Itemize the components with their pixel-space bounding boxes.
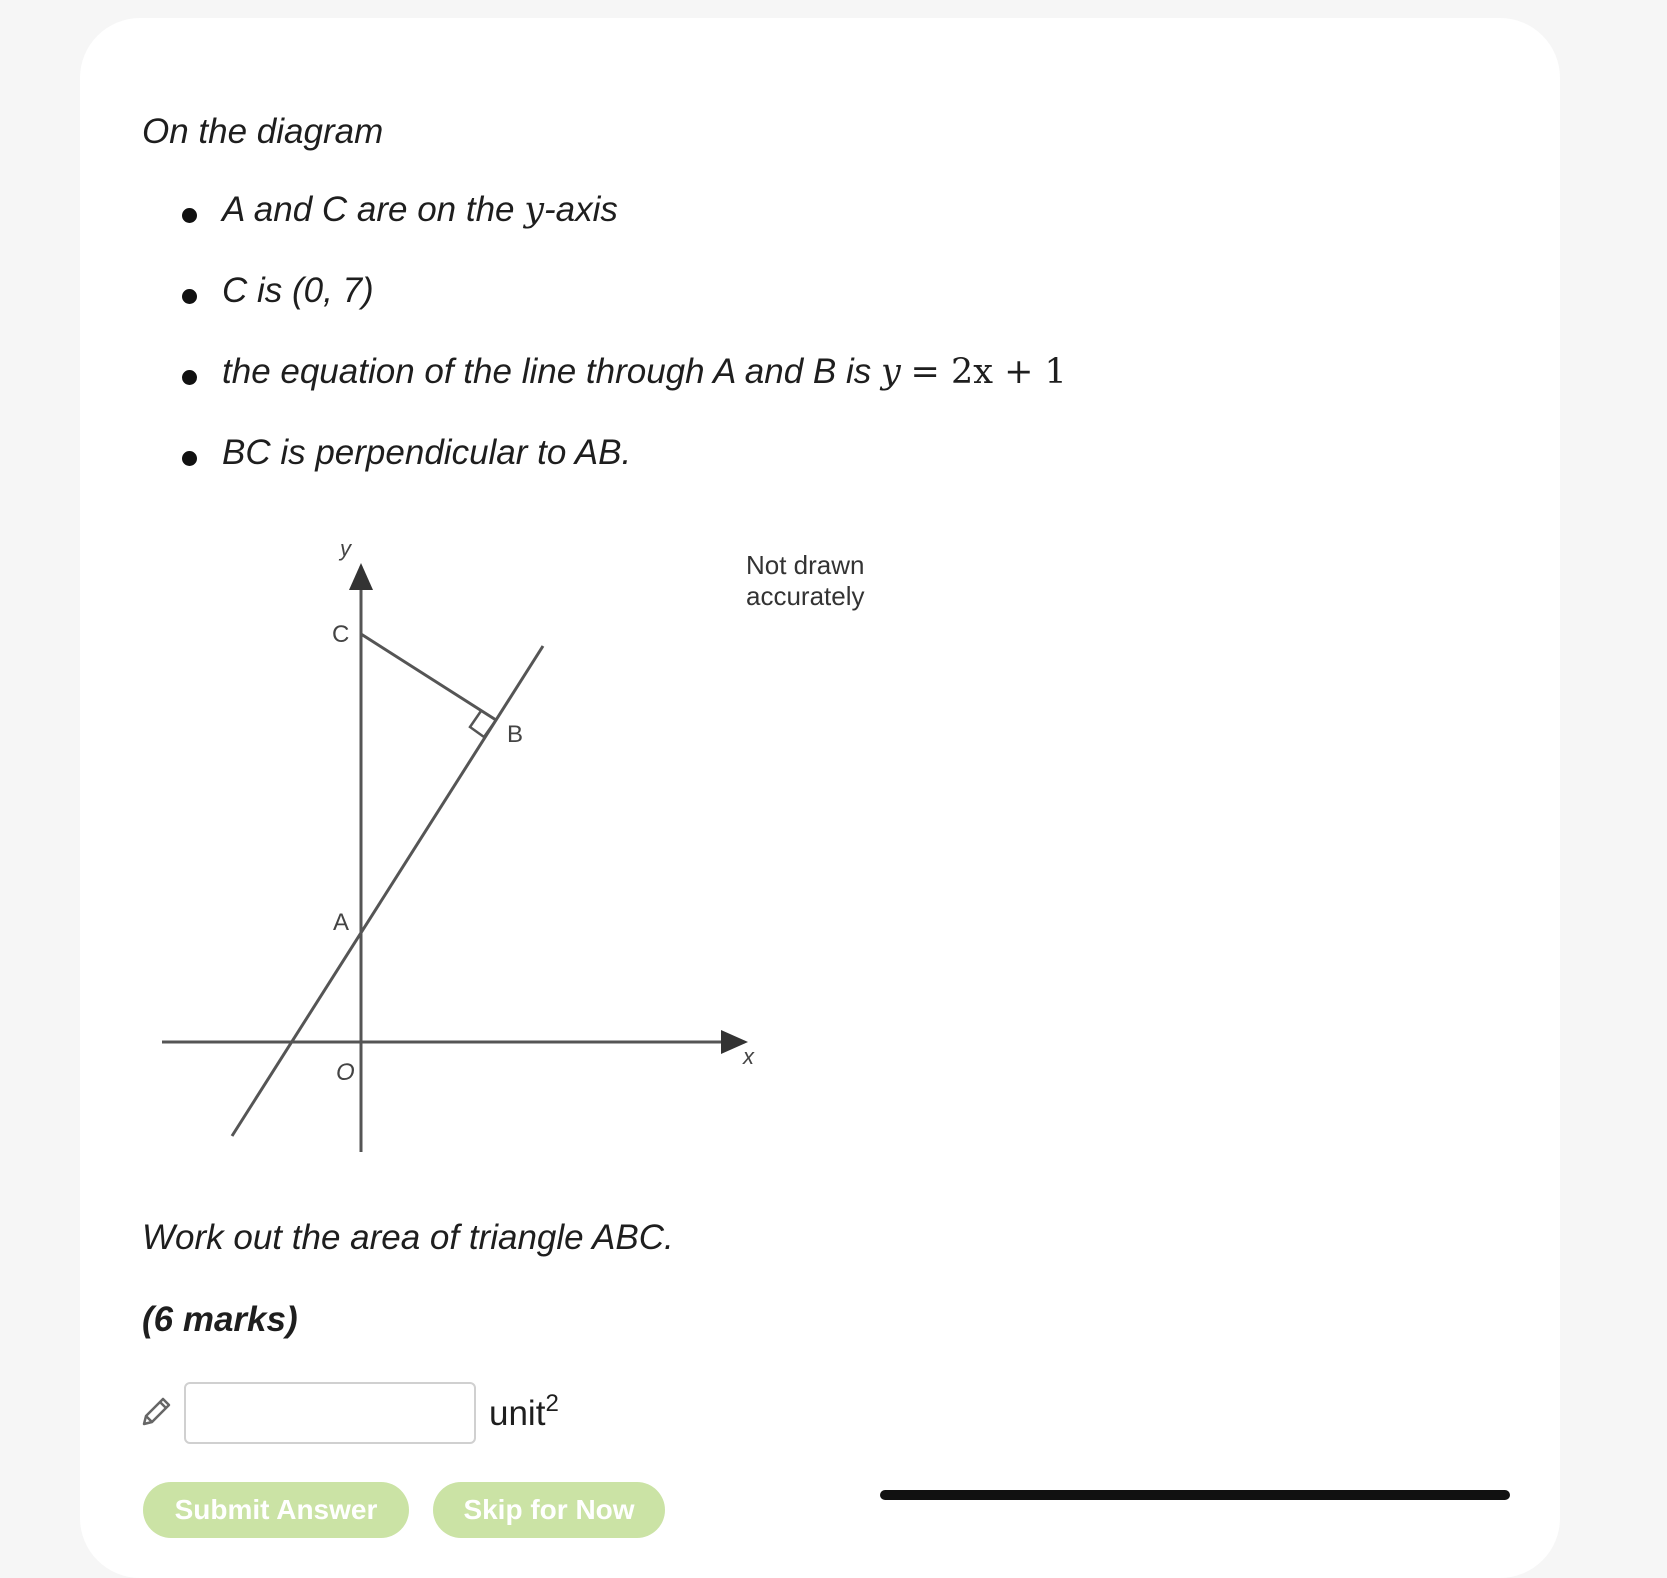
- bullet-text: -axis: [544, 190, 618, 229]
- bullet-text: BC is perpendicular to AB.: [222, 433, 632, 472]
- bullet-text: C is (0, 7): [222, 271, 374, 310]
- equation-text: = 2x + 1: [910, 352, 1067, 392]
- list-item: [142, 190, 1067, 271]
- unit-exponent: 2: [545, 1390, 559, 1417]
- unit-label: [489, 1390, 559, 1434]
- label-o: O: [336, 1059, 355, 1086]
- bullet-dot: [182, 208, 197, 223]
- unit-text: unit: [489, 1394, 546, 1433]
- line-ab: [232, 646, 543, 1136]
- label-x: x: [743, 1044, 754, 1069]
- label-c: C: [332, 621, 350, 648]
- bullet-text: the equation of the line through A and B is: [222, 352, 881, 391]
- bullet-dot: [182, 451, 197, 466]
- list-item: [142, 352, 1067, 433]
- note-accurately: accurately: [746, 581, 865, 611]
- note-not-drawn: Not drawn: [746, 550, 865, 580]
- segment-bc: [361, 634, 496, 720]
- question-text: Work out the area of triangle ABC.: [142, 1218, 674, 1257]
- answer-input[interactable]: [184, 1382, 476, 1444]
- bullet-dot: [182, 289, 197, 304]
- label-a: A: [333, 909, 350, 936]
- math-variable: y: [880, 352, 901, 392]
- label-b: B: [507, 721, 524, 748]
- skip-for-now-button[interactable]: Skip for Now: [433, 1482, 665, 1538]
- condition-list: [142, 190, 1067, 514]
- bullet-text: A and C are on the: [222, 190, 525, 229]
- horizontal-scrollbar[interactable]: [880, 1490, 1510, 1500]
- bullet-dot: [182, 370, 197, 385]
- list-item: [142, 433, 1067, 514]
- intro-text: On the diagram: [142, 112, 384, 151]
- math-variable: y: [524, 190, 545, 230]
- triangle-diagram: [150, 530, 910, 1170]
- marks-label: (6 marks): [142, 1300, 298, 1339]
- pencil-icon: [138, 1394, 174, 1430]
- right-angle-marker: [470, 711, 496, 737]
- submit-answer-button[interactable]: Submit Answer: [143, 1482, 409, 1538]
- label-y: y: [340, 536, 351, 561]
- list-item: [142, 271, 1067, 352]
